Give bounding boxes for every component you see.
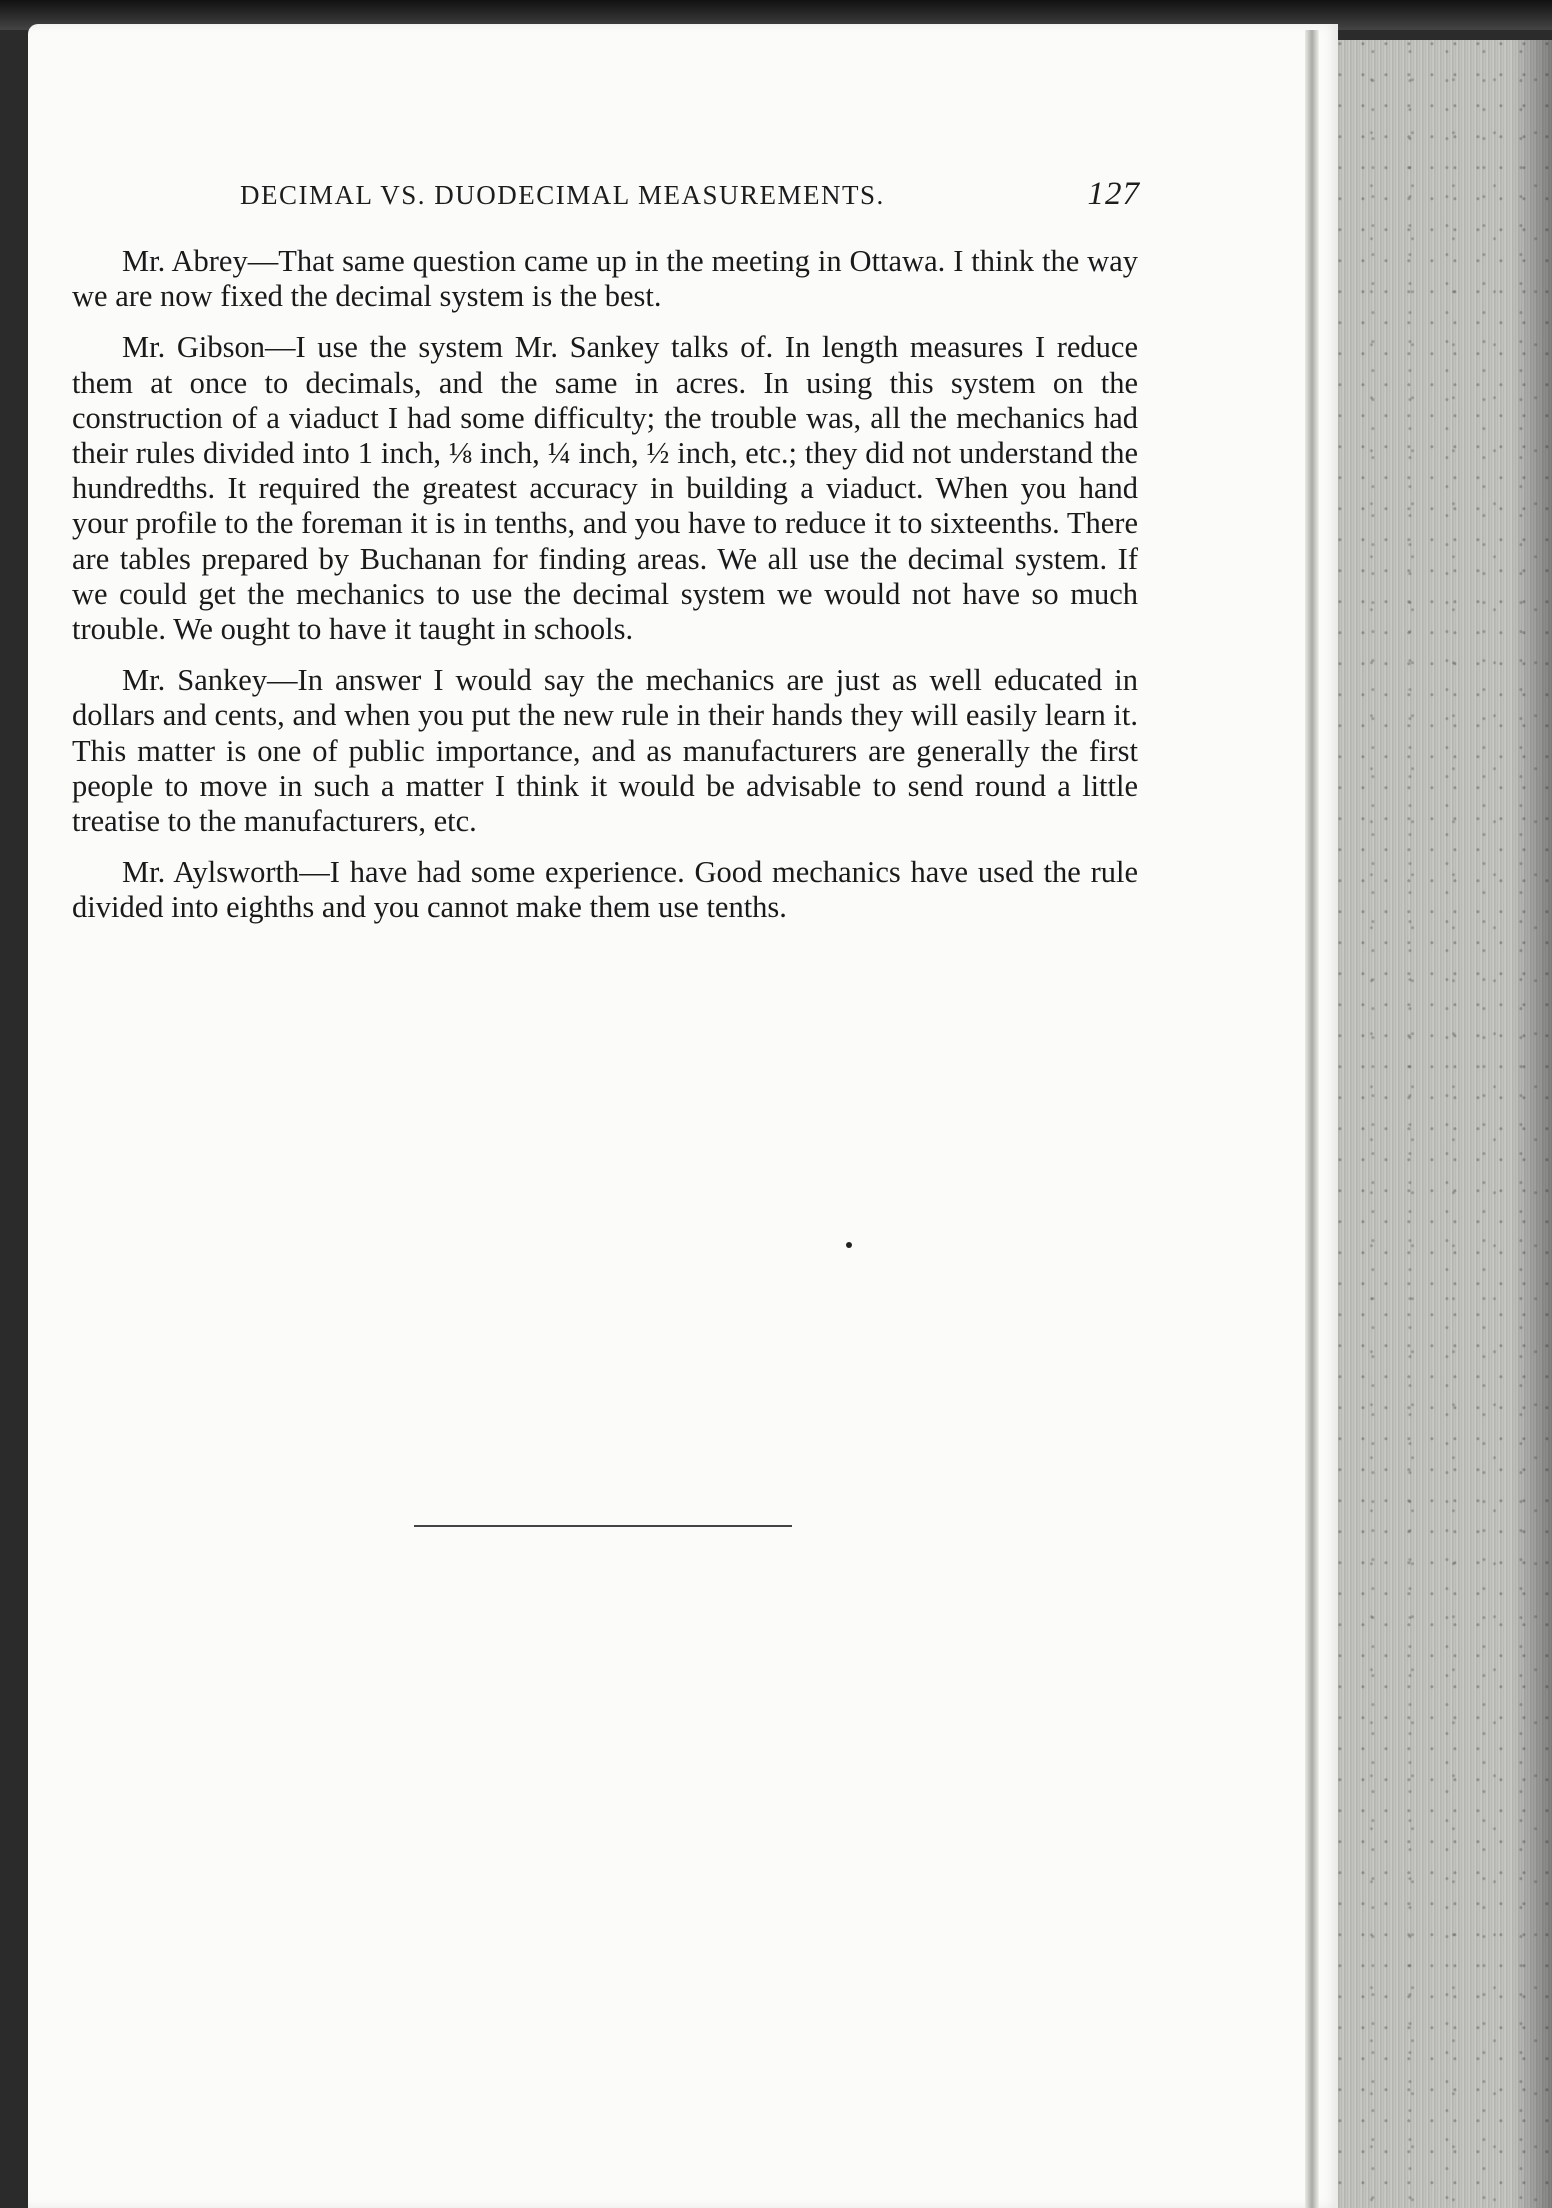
running-title: DECIMAL VS. DUODECIMAL MEASUREMENTS. [240, 180, 885, 210]
running-header [240, 176, 1140, 216]
section-rule [414, 1525, 792, 1527]
book-page [28, 24, 1338, 2208]
ink-speck [846, 1242, 852, 1248]
paragraph-gibson: Mr. Gibson—I use the system Mr. Sankey talks of. In length measures I reduce them at once to decimals, and the same in acres. In using this system on the construction of a viaduct I had some difficulty; the trouble was, all the mechanics had their rules divided into 1 inch, ⅛ inch, ¼ inch, ½ inch, etc.; they did not understand the hundredths. It required the greatest accuracy in building a viaduct. When you hand your profile to the foreman it is in tenths, and you have to reduce it to sixteenths. There are tables prepared by Buchanan for finding areas. We all use the decimal system. If we could get the mechanics to use the decimal system we would not have so much trouble. We ought to have it taught in schools. [72, 330, 1138, 647]
book-page-edges [1310, 40, 1552, 2208]
page-number: 127 [1087, 176, 1140, 212]
paragraph-aylsworth: Mr. Aylsworth—I have had some experience. Good mechanics have used the rule divided into eighths and you cannot make them use tenths. [72, 855, 1138, 925]
page-gutter-fold [1305, 30, 1319, 2208]
paragraph-sankey: Mr. Sankey—In answer I would say the mechanics are just as well educated in dollars and cents, and when you put the new rule in their hands they will easily learn it. This matter is one of public importance, and as manufacturers are generally the first people to move in such a matter I think it would be advisable to send round a little treatise to the manufacturers, etc. [72, 663, 1138, 839]
paragraph-abrey: Mr. Abrey—That same question came up in the meeting in Ottawa. I think the way we are now fixed the decimal system is the best. [72, 244, 1138, 314]
body-text [72, 244, 1138, 942]
